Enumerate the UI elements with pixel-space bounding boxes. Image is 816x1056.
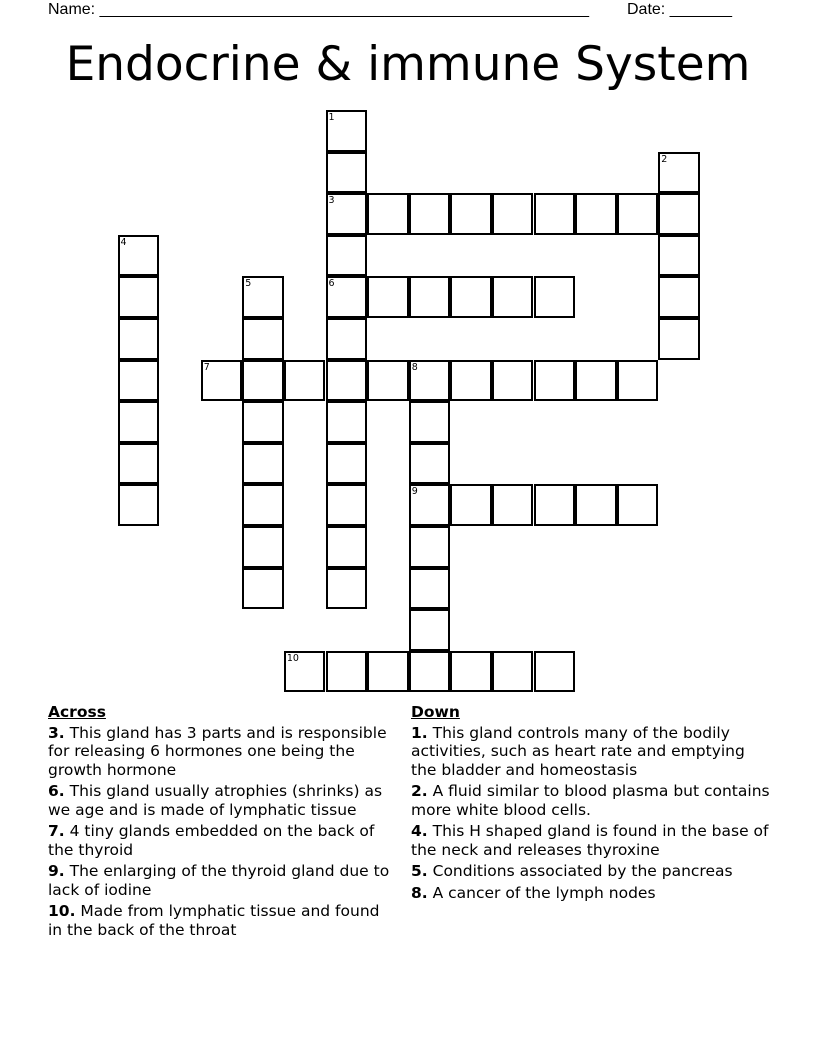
crossword-cell[interactable]: [326, 360, 368, 402]
crossword-cell[interactable]: [326, 110, 368, 152]
cell-number: 7: [203, 361, 210, 373]
crossword-cell[interactable]: [284, 360, 326, 402]
cell-number: 1: [328, 112, 335, 123]
across-clue: [48, 724, 398, 780]
crossword-cell[interactable]: [326, 651, 368, 693]
crossword-cell[interactable]: [409, 443, 451, 485]
crossword-cell[interactable]: [617, 360, 659, 402]
crossword-cell[interactable]: [242, 401, 284, 443]
crossword-cell[interactable]: [409, 276, 451, 318]
crossword-cell[interactable]: [367, 360, 409, 402]
clue-text: This gland controls many of the bodily activities, such as heart rate and emptying the bladder and homeostasis: [411, 723, 745, 779]
crossword-cell[interactable]: [118, 276, 160, 318]
cell-number: 4: [120, 236, 127, 248]
crossword-cell[interactable]: [409, 609, 451, 651]
crossword-cell[interactable]: [242, 360, 284, 402]
down-heading: Down: [411, 703, 460, 721]
down-clue: [411, 782, 771, 819]
crossword-cell[interactable]: [242, 484, 284, 526]
clue-text: Made from lymphatic tissue and found in the back of the throat: [48, 902, 380, 939]
crossword-cell[interactable]: [242, 526, 284, 568]
across-clues: [48, 703, 398, 942]
crossword-cell[interactable]: [658, 235, 700, 277]
clue-text: This gland has 3 parts and is responsible for releasing 6 hormones one being the growth hormone: [48, 723, 387, 779]
down-clue: [411, 822, 771, 859]
clue-text: A cancer of the lymph nodes: [432, 883, 656, 902]
clue-number: 10.: [48, 902, 76, 920]
clue-text: The enlarging of the thyroid gland due to lack of iodine: [48, 862, 390, 899]
cell-number: 10: [286, 652, 299, 664]
date-field-label: Date: _______: [627, 1, 732, 18]
crossword-cell[interactable]: [326, 568, 368, 610]
crossword-cell[interactable]: [534, 276, 576, 318]
cell-number: 9: [411, 486, 418, 498]
crossword-cell[interactable]: [326, 526, 368, 568]
crossword-cell[interactable]: [658, 193, 700, 235]
crossword-cell[interactable]: [118, 443, 160, 485]
clue-number: 7.: [48, 822, 65, 840]
cell-number: 8: [411, 361, 418, 373]
crossword-cell[interactable]: [367, 276, 409, 318]
crossword-cell[interactable]: [242, 318, 284, 360]
crossword-cell[interactable]: [118, 235, 160, 277]
cell-number: 3: [328, 195, 335, 207]
crossword-cell[interactable]: [450, 360, 492, 402]
crossword-cell[interactable]: [617, 484, 659, 526]
crossword-cell[interactable]: [450, 651, 492, 693]
clue-text: This gland usually atrophies (shrinks) as we age and is made of lymphatic tissue: [48, 782, 383, 819]
crossword-cell[interactable]: [534, 651, 576, 693]
cell-number: 5: [245, 278, 252, 290]
clue-text: This H shaped gland is found in the base of the neck and releases thyroxine: [411, 822, 769, 859]
crossword-cell[interactable]: [534, 193, 576, 235]
clue-text: A fluid similar to blood plasma but contains more white blood cells.: [411, 782, 770, 819]
crossword-cell[interactable]: [242, 276, 284, 318]
across-heading: Across: [48, 703, 106, 721]
crossword-cell[interactable]: [658, 276, 700, 318]
crossword-cell[interactable]: [409, 568, 451, 610]
across-clue: [48, 822, 398, 859]
crossword-cell[interactable]: [326, 401, 368, 443]
across-clue: [48, 862, 398, 899]
crossword-cell[interactable]: [492, 651, 534, 693]
crossword-cell[interactable]: [450, 193, 492, 235]
clue-text: Conditions associated by the pancreas: [432, 862, 733, 880]
clue-text: 4 tiny glands embedded on the back of the thyroid: [48, 822, 375, 859]
down-clue: [411, 862, 771, 881]
clue-number: 9.: [48, 862, 65, 880]
crossword-cell[interactable]: [284, 651, 326, 693]
crossword-cell[interactable]: [326, 484, 368, 526]
crossword-cell[interactable]: [326, 276, 368, 318]
crossword-cell[interactable]: [492, 360, 534, 402]
cell-number: 6: [328, 278, 335, 290]
crossword-cell[interactable]: [658, 318, 700, 360]
clue-number: 5.: [411, 862, 428, 880]
clue-number: 1.: [411, 723, 428, 742]
crossword-cell[interactable]: [617, 193, 659, 235]
crossword-cell[interactable]: [492, 484, 534, 526]
crossword-cell[interactable]: [492, 276, 534, 318]
crossword-cell[interactable]: [326, 318, 368, 360]
down-clue: [411, 724, 771, 780]
crossword-cell[interactable]: [326, 152, 368, 194]
crossword-cell[interactable]: [492, 193, 534, 235]
crossword-cell[interactable]: [450, 276, 492, 318]
crossword-cell[interactable]: [534, 484, 576, 526]
crossword-cell[interactable]: [242, 568, 284, 610]
down-clue: [411, 884, 771, 903]
crossword-cell[interactable]: [450, 484, 492, 526]
crossword-cell[interactable]: [242, 443, 284, 485]
clue-number: 3.: [48, 723, 65, 742]
cell-number: 2: [661, 153, 668, 165]
crossword-cell[interactable]: [118, 360, 160, 402]
across-clue: [48, 782, 398, 819]
crossword-cell[interactable]: [367, 651, 409, 693]
clue-number: 6.: [48, 782, 65, 800]
name-field-label: Name: _______________________________________________________: [48, 1, 589, 18]
page-title: Endocrine & immune System: [65, 37, 751, 92]
crossword-cell[interactable]: [409, 193, 451, 235]
down-clues: [411, 703, 771, 905]
crossword-cell[interactable]: [326, 235, 368, 277]
crossword-cell[interactable]: [409, 651, 451, 693]
crossword-cell[interactable]: [658, 152, 700, 194]
crossword-cell[interactable]: [118, 484, 160, 526]
crossword-cell[interactable]: [118, 401, 160, 443]
crossword-cell[interactable]: [534, 360, 576, 402]
crossword-cell[interactable]: [409, 484, 451, 526]
crossword-cell[interactable]: [409, 526, 451, 568]
crossword-cell[interactable]: [201, 360, 243, 402]
across-clue: [48, 902, 398, 939]
crossword-cell[interactable]: [409, 401, 451, 443]
clue-number: 8.: [411, 883, 428, 902]
crossword-cell[interactable]: [326, 193, 368, 235]
clue-number: 4.: [411, 822, 428, 840]
crossword-cell[interactable]: [575, 193, 617, 235]
crossword-cell[interactable]: [409, 360, 451, 402]
crossword-cell[interactable]: [575, 360, 617, 402]
clue-number: 2.: [411, 782, 428, 800]
crossword-cell[interactable]: [118, 318, 160, 360]
crossword-cell[interactable]: [575, 484, 617, 526]
crossword-cell[interactable]: [326, 443, 368, 485]
crossword-cell[interactable]: [367, 193, 409, 235]
